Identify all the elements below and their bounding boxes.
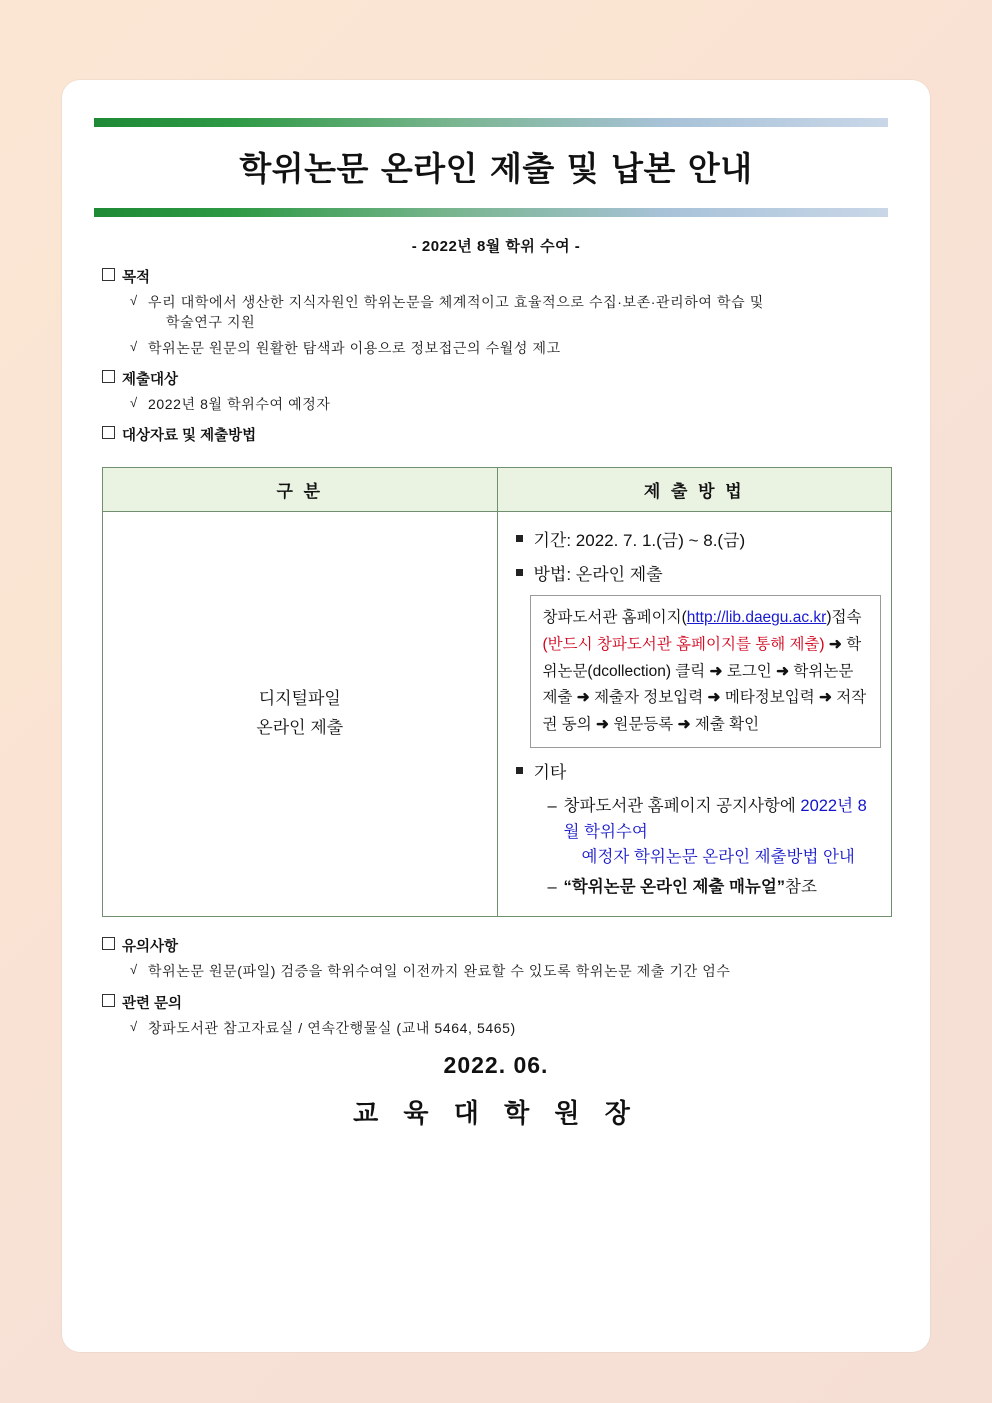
submission-table — [102, 467, 892, 917]
square-bullet-icon — [516, 569, 523, 576]
checkbox-icon — [102, 994, 115, 1007]
checkbox-icon — [102, 937, 115, 950]
checkbox-icon — [102, 370, 115, 383]
arrow-icon: ➜ — [596, 715, 610, 733]
page-subtitle: - 2022년 8월 학위 수여 - — [411, 238, 581, 255]
arrow-icon: ➜ — [818, 689, 832, 707]
section-contact-heading: 관련 문의 — [102, 992, 900, 1013]
check-icon: √ — [130, 1018, 138, 1034]
etc-item-manual: – “학위논문 온라인 제출 매뉴얼”참조 — [548, 875, 882, 901]
check-icon: √ — [130, 338, 138, 354]
table-cell-category: 디지털파일 온라인 제출 — [103, 512, 498, 917]
submission-steps-box: 창파도서관 홈페이지(http://lib.daegu.ac.kr)접속 (반드시 창파도서관 홈페이지를 통해 제출) ➜ 학위논문(dcollection) 클릭 ➜ 로그인 ➜ 학위논문 제출 ➜ 제출자 정보입력 ➜ 메타정보입력 ➜ 저작권 동의 ➜ 원문등록 ➜ 제출 확인 — [530, 595, 882, 748]
arrow-icon: ➜ — [677, 715, 691, 733]
title-rule-top — [94, 118, 888, 127]
document-organization: 교 육 대 학 원 장 — [353, 1097, 639, 1128]
list-item: √ 학위논문 원문의 원활한 탐색과 이용으로 정보접근의 수월성 제고 — [130, 338, 561, 356]
section-purpose — [92, 266, 900, 358]
library-homepage-link[interactable]: http://lib.daegu.ac.kr — [686, 609, 827, 627]
check-icon: √ — [130, 394, 138, 410]
square-bullet-icon — [516, 767, 523, 774]
section-notes-heading: 유의사항 — [102, 935, 900, 956]
section-materials — [92, 424, 900, 445]
dash-icon: – — [547, 877, 557, 896]
checkbox-icon — [102, 426, 115, 439]
arrow-icon: ➜ — [707, 689, 721, 707]
section-contact — [92, 992, 900, 1038]
table-row — [103, 512, 892, 917]
step-label: 저작권 동의 — [542, 689, 867, 733]
checkbox-icon — [102, 268, 115, 281]
etc-item-notice: – 창파도서관 홈페이지 공지사항에 2022년 8월 학위수여 예정자 학위논문 온라인 제출방법 안내 — [548, 794, 882, 871]
step-label: 원문등록 — [613, 715, 674, 733]
check-icon: √ — [130, 962, 138, 978]
arrow-icon: ➜ — [828, 635, 842, 653]
document-page — [62, 80, 930, 1352]
document-body — [92, 118, 900, 1130]
arrow-icon: ➜ — [776, 662, 790, 680]
square-bullet-icon — [516, 535, 523, 542]
step-label: 제출 확인 — [694, 715, 760, 733]
table-header-row — [103, 468, 892, 512]
title-rule-bottom — [94, 208, 888, 217]
section-purpose-heading: 목적 — [102, 266, 900, 287]
list-item: √ 우리 대학에서 생산한 지식자원인 학위논문을 체계적이고 효율적으로 수집·보존·관리하여 학습 및 학술연구 지원 — [130, 293, 764, 331]
section-target — [92, 368, 900, 414]
section-materials-heading: 대상자료 및 제출방법 — [102, 424, 900, 445]
bullet-etc: 기타 — [512, 760, 882, 786]
table-cell-method — [497, 512, 892, 917]
check-icon: √ — [130, 293, 138, 308]
section-notes — [92, 935, 900, 981]
bullet-method: 방법: 온라인 제출 — [512, 562, 882, 588]
step-label: 학위논문(dcollection) 클릭 — [542, 635, 862, 680]
table-header-method: 제 출 방 법 — [497, 468, 892, 512]
list-item: √ 2022년 8월 학위수여 예정자 — [130, 394, 331, 412]
dash-icon: – — [547, 796, 557, 815]
step-label: 학위논문 제출 — [542, 662, 854, 707]
bullet-period: 기간: 2022. 7. 1.(금) ~ 8.(금) — [512, 528, 882, 554]
step-label: 제출자 정보입력 — [594, 689, 704, 707]
page-title: 학위논문 온라인 제출 및 납본 안내 — [239, 149, 753, 188]
list-item: √ 학위논문 원문(파일) 검증을 학위수여일 이전까지 완료할 수 있도록 학위논문 제출 기간 엄수 — [130, 962, 731, 980]
section-target-heading: 제출대상 — [102, 368, 900, 389]
step-label: 로그인 — [726, 662, 772, 680]
table-header-category: 구 분 — [103, 468, 498, 512]
document-date: 2022. 06. — [443, 1051, 549, 1078]
arrow-icon: ➜ — [709, 662, 723, 680]
step-label: 메타정보입력 — [724, 689, 815, 707]
red-note: (반드시 창파도서관 홈페이지를 통해 제출) — [542, 635, 825, 653]
arrow-icon: ➜ — [576, 689, 590, 707]
list-item: √ 창파도서관 참고자료실 / 연속간행물실 (교내 5464, 5465) — [130, 1018, 516, 1036]
